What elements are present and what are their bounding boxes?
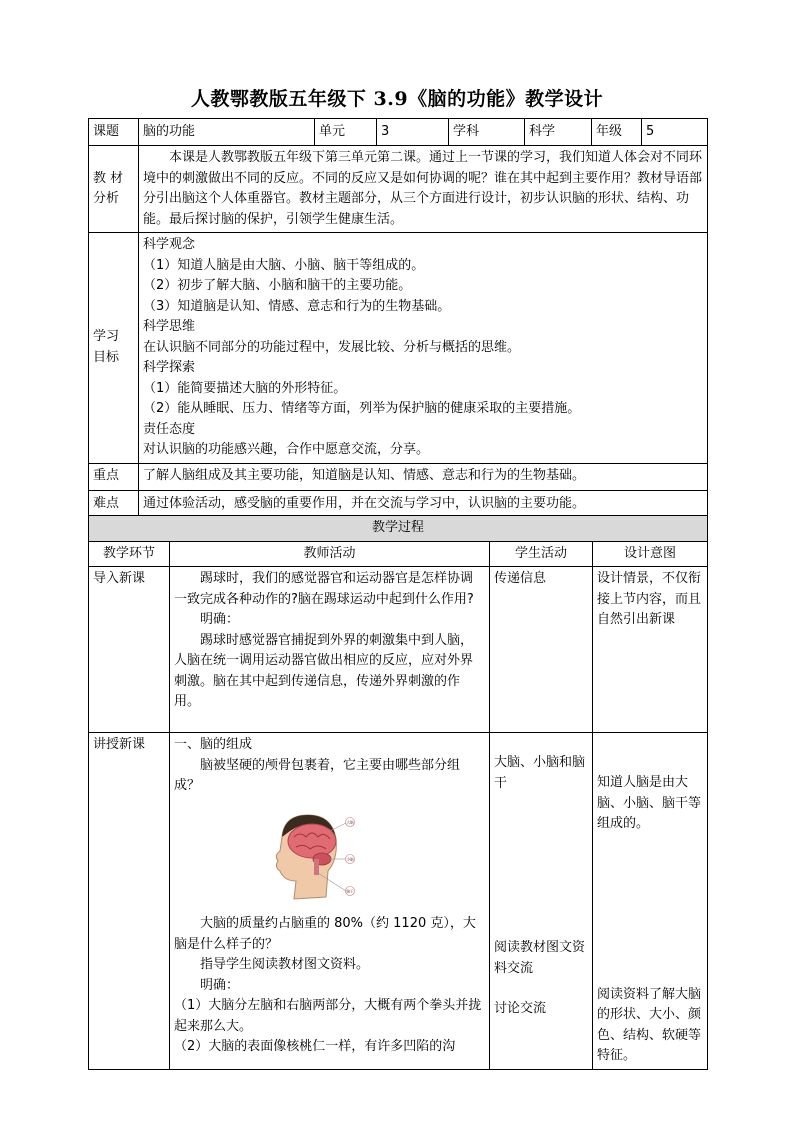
design-intent-new <box>593 733 708 1070</box>
stage-intro: 导入新课 <box>89 567 170 733</box>
teaching-process-table <box>88 515 708 1070</box>
unit-value: 3 <box>377 119 449 146</box>
teacher-question: 大脑的质量约占脑重的 80%（约 1120 克），大脑是什么样子的？ <box>174 916 476 952</box>
objectives-content <box>139 233 708 464</box>
teacher-clarify: 明确： <box>200 977 240 993</box>
difficulty-label: 难点 <box>89 490 139 518</box>
objective-line: （3）知道脑是认知、情感、意志和行为的生物基础。 <box>143 298 451 314</box>
teacher-point: （1）大脑分左脑和右脑两部分，大概有两个拳头并拢起来那么大。 <box>174 998 482 1034</box>
teacher-answer: 踢球时感觉器官捕捉到外界的刺激集中到人脑，人脑在统一调用运动器官做出相应的反应，应对外界刺激。脑在其中起到传递信息，传递外界刺激的作用。 <box>174 632 474 709</box>
column-header: 设计意图 <box>593 541 708 567</box>
column-header: 教学环节 <box>89 541 170 567</box>
process-header: 教学过程 <box>89 516 708 542</box>
grade-value: 5 <box>642 119 708 146</box>
objective-line: 在认识脑不同部分的功能过程中，发展比较、分析与概括的思维。 <box>143 339 521 355</box>
difficulty-text: 通过体验活动，感受脑的重要作用，并在交流与学习中，认识脑的主要功能。 <box>139 490 708 518</box>
topic-label: 课题 <box>89 119 139 146</box>
intent-reading: 阅读资料了解大脑的形状、大小、颜色、结构、软硬等特征。 <box>597 986 702 1063</box>
student-activity-intro: 传递信息 <box>490 567 593 733</box>
teacher-clarify: 明确： <box>200 612 240 627</box>
column-header: 教师活动 <box>170 541 490 567</box>
topic-value: 脑的功能 <box>139 119 315 146</box>
student-answer: 大脑、小脑和脑干 <box>494 755 586 791</box>
section-heading: 一、脑的组成 <box>174 737 253 752</box>
figure-label-brainstem: 脑干 <box>346 889 354 894</box>
objective-line: 对认识脑的功能感兴趣，合作中愿意交流，分享。 <box>143 442 430 457</box>
column-header: 学生活动 <box>490 541 593 567</box>
stage-new-lesson: 讲授新课 <box>89 733 170 1070</box>
grade-label: 年级 <box>592 119 642 146</box>
teacher-point: （2）大脑的表面像核桃仁一样，有许多凹陷的沟 <box>174 1039 456 1054</box>
objective-line: 科学探索 <box>143 360 196 375</box>
teacher-activity-new <box>170 733 490 1070</box>
subject-label: 学科 <box>449 119 525 146</box>
design-intent-intro: 设计情景，不仅衔接上节内容，而且自然引出新课 <box>593 567 708 733</box>
analysis-text: 本课是人教鄂教版五年级下第三单元第二课。通过上一节课的学习，我们知道人体会对不同环境中的刺激做出不同的反应。不同的反应又是如何协调的呢？谁在其中起到主要作用？教材导语部分引出脑这个人体重器官。教材主题部分，从三个方面进行设计，初步认识脑的形状、结构、功能。最后探讨脑的保护，引领学生健康生活。 <box>139 146 708 233</box>
objective-line: （1）知道人脑是由大脑、小脑、脑干等组成的。 <box>143 257 425 273</box>
figure-label-cerebellum: 小脑 <box>346 857 354 862</box>
course-info-table <box>88 118 708 519</box>
subject-value: 科学 <box>525 119 592 146</box>
teacher-guide: 指导学生阅读教材图文资料。 <box>200 957 370 972</box>
student-discussion: 讨论交流 <box>494 1001 547 1016</box>
brain-illustration <box>260 807 360 903</box>
key-point-text: 了解人脑组成及其主要功能，知道脑是认知、情感、意志和行为的生物基础。 <box>139 463 708 490</box>
objective-line: 科学思维 <box>143 319 196 334</box>
objectives-label: 学习 目标 <box>89 233 139 464</box>
objective-line: （2）能从睡眠、压力、情绪等方面，列举为保护脑的健康采取的主要措施。 <box>143 401 581 416</box>
teacher-activity-intro <box>170 567 490 733</box>
teacher-question: 踢球时，我们的感觉器官和运动器官是怎样协调一致完成各种动作的?脑在踢球运动中起到什么作用? <box>174 571 474 607</box>
analysis-label: 教 材 分析 <box>89 146 139 233</box>
objective-line: （1）能简要描述大脑的外形特征。 <box>143 380 347 396</box>
intent-composition: 知道人脑是由大脑、小脑、脑干等组成的。 <box>597 775 702 831</box>
student-activity-new <box>490 733 593 1070</box>
document-title: 人教鄂教版五年级下 3.9《脑的功能》教学设计 <box>190 88 604 110</box>
teacher-question: 脑被坚硬的颅骨包裹着，它主要由哪些部分组成？ <box>174 757 461 793</box>
objective-line: （2）初步了解大脑、小脑和脑干的主要功能。 <box>143 278 412 293</box>
key-point-label: 重点 <box>89 463 139 490</box>
unit-label: 单元 <box>315 119 377 146</box>
objective-line: 责任态度 <box>143 421 196 437</box>
figure-label-cerebrum: 大脑 <box>346 820 354 825</box>
objective-line: 科学观念 <box>143 237 196 252</box>
student-reading: 阅读教材图文资料交流 <box>494 940 586 976</box>
